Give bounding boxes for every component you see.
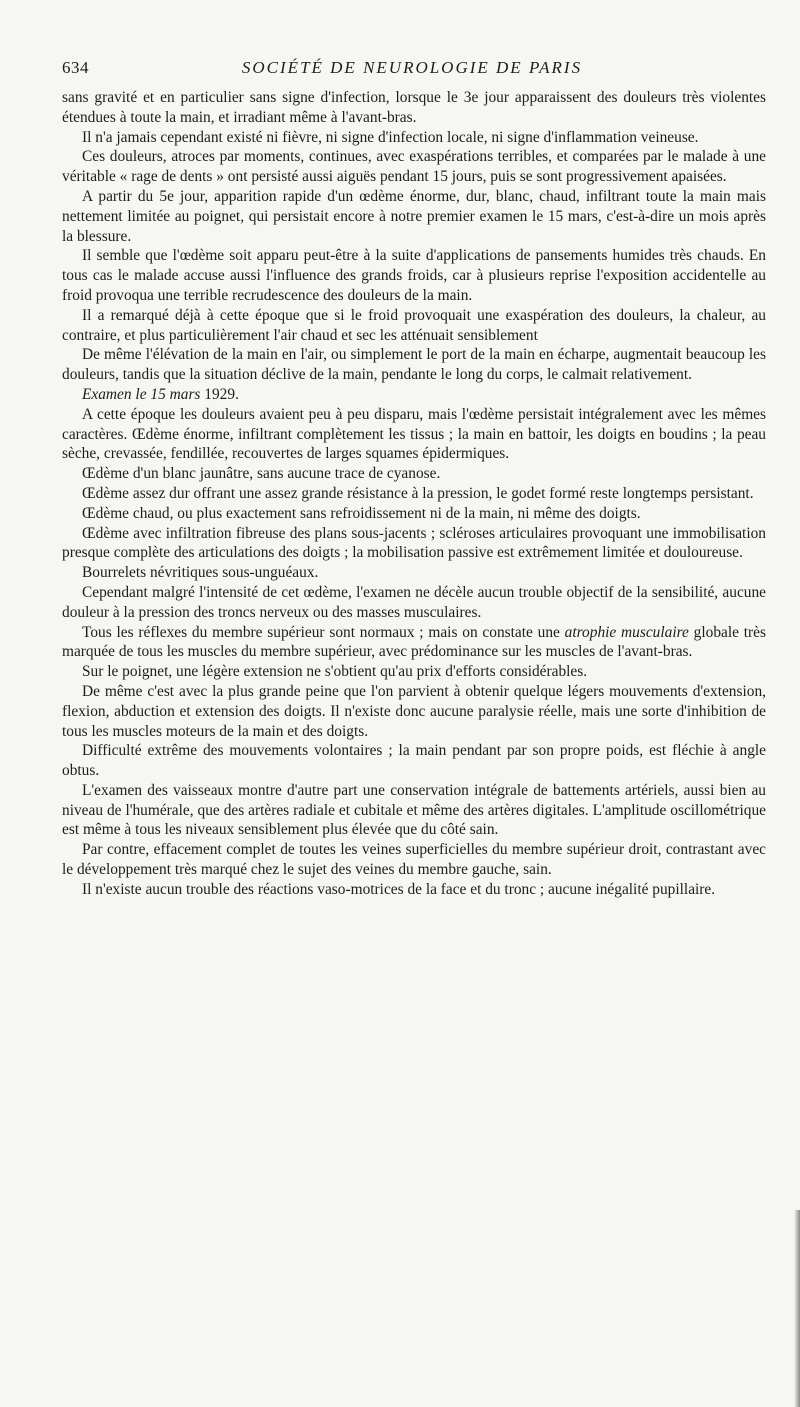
paragraph: Bourrelets névritiques sous-unguéaux.: [82, 564, 319, 582]
paragraph: A partir du 5e jour, apparition rapide d'un œdème énorme, dur, blanc, chaud, infiltrant toute la main mais nettement limitée au poignet, qui persistait encore à notre premier examen le 15 mars, c'est-à-dire un mois après la blessure.: [62, 187, 766, 245]
paragraph: De même l'élévation de la main en l'air, ou simplement le port de la main en écharpe, augmentait beaucoup les douleurs, tandis que la situation déclive de la main, pendante le long du corps, le calmait relativement.: [62, 346, 766, 384]
paragraph: Œdème avec infiltration fibreuse des plans sous-jacents ; scléroses articulaires provoquant une immobilisation presque complète des articulations des doigts ; la mobilisation passive est extrêmement limitée et douloureuse.: [62, 524, 766, 562]
reflexes-text-before: Tous les réflexes du membre supérieur sont normaux ; mais on constate une: [82, 623, 565, 641]
page-header: [62, 58, 762, 80]
paragraph: Œdème assez dur offrant une assez grande résistance à la pression, le godet formé reste longtemps persistant.: [82, 484, 754, 502]
paragraph: Il n'a jamais cependant existé ni fièvre, ni signe d'infection locale, ni signe d'inflammation veineuse.: [82, 128, 699, 146]
page-edge-shadow: [794, 1210, 800, 1407]
reflexes-emphasis: atrophie musculaire: [564, 623, 689, 641]
paragraph: De même c'est avec la plus grande peine que l'on parvient à obtenir quelque légers mouvements d'extension, flexion, abduction et extension des doigts. Il n'existe donc aucune paralysie réelle, mais une sorte d'inhibition de tous les muscles moteurs de la main et des doigts.: [62, 682, 766, 740]
paragraph: Sur le poignet, une légère extension ne s'obtient qu'au prix d'efforts considérables.: [82, 663, 588, 681]
body-text: [62, 88, 766, 900]
reflexes-paragraph: [62, 623, 766, 663]
paragraph: Cependant malgré l'intensité de cet œdème, l'examen ne décèle aucun trouble objectif de la sensibilité, aucune douleur à la pression des troncs nerveux ou des masses musculaires.: [62, 583, 766, 621]
paragraph: sans gravité et en particulier sans signe d'infection, lorsque le 3e jour apparaissent des douleurs très violentes étendues à toute la main, et irradiant même à l'avant-bras.: [62, 89, 766, 126]
paragraph: Œdème chaud, ou plus exactement sans refroidissement ni de la main, ni même des doigts.: [82, 504, 641, 522]
paragraph: L'examen des vaisseaux montre d'autre part une conservation intégrale de battements artériels, aussi bien au niveau de l'humérale, que des artères radiale et cubitale et même des artères digitales. L'amplitude oscillométrique est même à tous les niveaux sensiblement plus élevée que du côté sain.: [62, 781, 766, 839]
paragraph: Ces douleurs, atroces par moments, continues, avec exaspérations terribles, et comparées par le malade à une véritable « rage de dents » ont persisté aussi aiguës pendant 15 jours, puis se sont progressivement apaisées.: [62, 148, 766, 186]
paragraph: Il semble que l'œdème soit apparu peut-être à la suite d'applications de pansements humides très chauds. En tous cas le malade accuse aussi l'influence des grands froids, car à plusieurs reprise l'exposition accidentelle au froid provoqua une terrible recrudescence des douleurs de la main.: [62, 247, 766, 304]
paragraph: Il a remarqué déjà à cette époque que si le froid provoquait une exaspération des douleurs, la chaleur, au contraire, et plus particulièrement l'air chaud et sec les atténuait sensiblement: [62, 306, 766, 344]
exam-heading-label: Examen le: [82, 385, 147, 403]
page-number: 634: [62, 58, 89, 77]
paragraph: Œdème d'un blanc jaunâtre, sans aucune trace de cyanose.: [82, 465, 441, 483]
exam-heading-year: 1929.: [204, 385, 239, 403]
running-title: SOCIÉTÉ DE NEUROLOGIE DE PARIS: [241, 58, 583, 77]
paragraph: Il n'existe aucun trouble des réactions vaso-motrices de la face et du tronc ; aucune inégalité pupillaire.: [82, 880, 716, 898]
paragraph: A cette époque les douleurs avaient peu à peu disparu, mais l'œdème persistait intégralement avec les mêmes caractères. Œdème énorme, infiltrant complètement les tissus ; la main en battoir, les doigts en boudins ; la peau sèche, crevassée, fendillée, recouvertes de larges squames épidermiques.: [62, 405, 766, 463]
paragraph: Difficulté extrême des mouvements volontaires ; la main pendant par son propre poids, est fléchie à angle obtus.: [62, 742, 766, 780]
exam-heading: [62, 385, 766, 405]
paragraph: Par contre, effacement complet de toutes les veines superficielles du membre supérieur droit, contrastant avec le développement très marqué chez le sujet des veines du membre gauche, sain.: [62, 841, 766, 879]
exam-heading-date: 15 mars: [150, 385, 201, 403]
reflexes-text-after: globale très marquée de tous les muscles du membre supérieur, avec prédominance sur les muscles de l'avant-bras.: [62, 623, 766, 661]
